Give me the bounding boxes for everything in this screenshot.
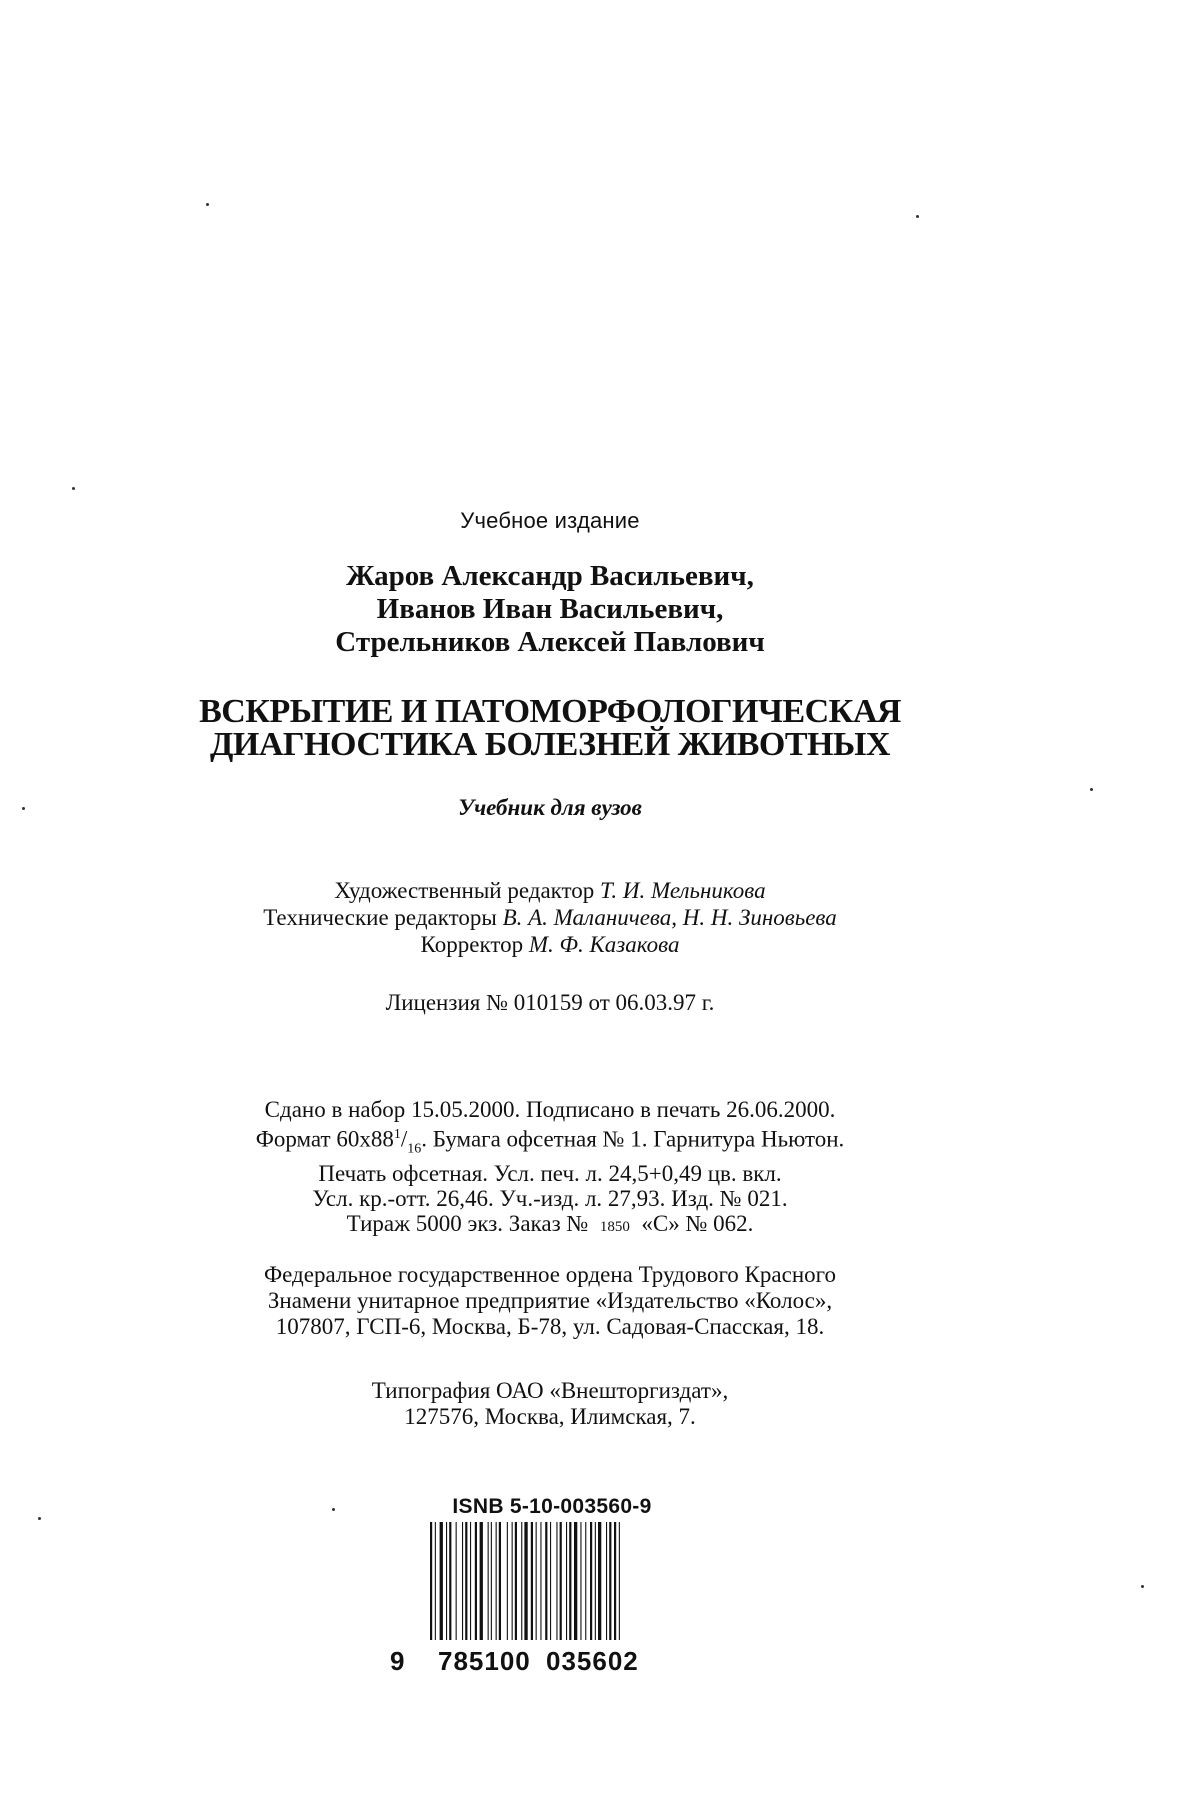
proofreader-label: Корректор	[420, 932, 524, 957]
book-subtitle-text: Учебник для вузов	[458, 795, 642, 820]
circulation-text: Тираж 5000 экз. Заказ №	[346, 1211, 589, 1237]
publisher-line-1: Федеральное государственное ордена Трудового Красного	[263, 1262, 836, 1287]
print-info-line-3: Печать офсетная. Усл. печ. л. 24,5+0,49 цв. вкл.	[318, 1161, 782, 1187]
print-info-line-5	[0, 1211, 1100, 1240]
print-info-line-1: Сдано в набор 15.05.2000. Подписано в печать 26.06.2000.	[264, 1097, 836, 1122]
order-number: 1850	[599, 1219, 630, 1236]
art-editor-label: Художественный редактор	[334, 878, 595, 903]
author-1: Жаров Александр Васильевич,	[346, 560, 754, 592]
print-info-line-2: Формат $60х88^1/_{16}$. Бумага офсетная № 1. Гарнитура Ньютон.	[255, 1126, 845, 1157]
book-subtitle	[0, 795, 1100, 821]
proofreader-name: М. Ф. Казакова	[528, 932, 680, 957]
edition-type-text: Учебное издание	[460, 508, 640, 533]
format-numerator: 1	[393, 1127, 401, 1142]
art-editor-name: Т. И. Мельникова	[600, 878, 766, 903]
edition-type	[0, 508, 1100, 534]
scan-speck	[1141, 1585, 1144, 1588]
publisher-line-2: Знамени унитарное предприятие «Издательство «Колос»,	[267, 1288, 833, 1313]
scan-speck	[38, 1517, 41, 1520]
tech-editors	[0, 904, 1100, 931]
printing-house	[0, 1378, 1100, 1430]
print-info-line-4: Усл. кр.-отт. 26,46. Уч.-изд. л. 27,93. Изд. № 021.	[312, 1186, 788, 1212]
isbn-label: ISNB 5-10-003560-9	[452, 1495, 652, 1518]
scan-speck	[72, 487, 75, 490]
format-text: Формат 60х88	[255, 1126, 394, 1152]
barcode-icon	[430, 1522, 674, 1640]
license	[0, 990, 1100, 1016]
printing-house-line-2: 127576, Москва, Илимская, 7.	[404, 1404, 696, 1429]
book-title-line-1: ВСКРЫТИЕ И ПАТОМОРФОЛОГИЧЕСКАЯ	[199, 693, 901, 730]
author-3: Стрельников Алексей Павлович	[335, 626, 765, 658]
scan-speck	[332, 1508, 335, 1511]
license-text: Лицензия № 010159 от 06.03.97 г.	[385, 990, 715, 1015]
format-denominator: 16	[407, 1141, 422, 1157]
scan-speck	[22, 807, 25, 810]
editorial-staff	[0, 877, 1100, 958]
publisher-line-3: 107807, ГСП-6, Москва, Б-78, ул. Садовая-Спасская, 18.	[275, 1314, 825, 1339]
author-2: Иванов Иван Васильевич,	[376, 593, 724, 625]
printing-house-line-1: Типография ОАО «Внешторгиздат»,	[371, 1378, 729, 1403]
scan-speck	[1090, 788, 1093, 791]
paper-text: . Бумага офсетная № 1. Гарнитура Ньютон.	[421, 1126, 845, 1152]
scan-speck	[206, 203, 209, 206]
proofreader	[0, 931, 1100, 958]
book-title	[0, 695, 1100, 761]
barcode-digit-lead: 9	[390, 1646, 406, 1676]
book-title-line-2: ДИАГНОСТИКА БОЛЕЗНЕЙ ЖИВОТНЫХ	[210, 726, 890, 763]
tech-editors-names: В. А. Маланичева, Н. Н. Зиновьева	[502, 905, 837, 930]
art-editor	[0, 877, 1100, 904]
authors	[0, 560, 1100, 659]
publisher	[0, 1262, 1100, 1340]
scan-speck	[916, 215, 919, 218]
tech-editors-label: Технические редакторы	[263, 905, 497, 930]
barcode-digit-group-1: 785100	[438, 1646, 531, 1676]
print-info	[0, 1097, 1100, 1240]
barcode-digit-group-2: 035602	[546, 1646, 639, 1676]
series-text: «С» № 062.	[641, 1211, 754, 1237]
